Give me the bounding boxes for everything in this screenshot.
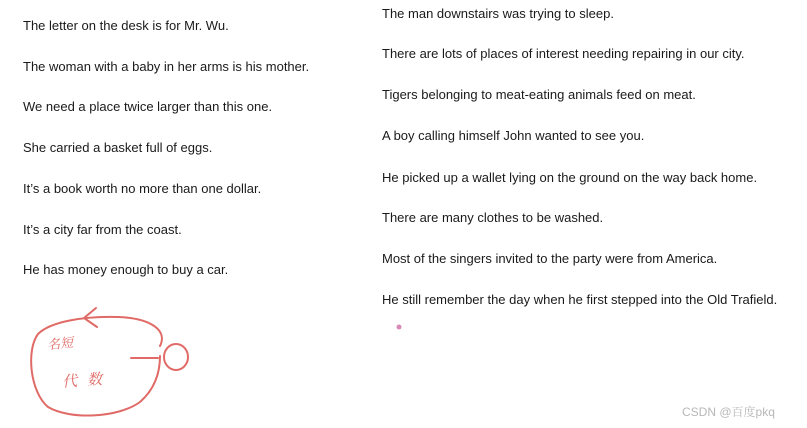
sentence-line: The letter on the desk is for Mr. Wu. <box>23 18 229 33</box>
sentence-line: He still remember the day when he first stepped into the Old Trafield. <box>382 292 778 307</box>
annotation-loop <box>31 317 162 416</box>
sentence-line: Most of the singers invited to the party were from America. <box>382 251 718 266</box>
sentence-line: He has money enough to buy a car. <box>23 262 229 277</box>
sentence-line: There are lots of places of interest needing repairing in our city. <box>382 46 745 61</box>
sentence-line: He picked up a wallet lying on the ground on the way back home. <box>382 170 758 185</box>
annotation-text: 名短 <box>46 335 74 354</box>
annotation-circle <box>164 344 188 370</box>
watermark: CSDN @百度pkq <box>682 405 775 419</box>
sentence-line: It’s a city far from the coast. <box>23 222 182 237</box>
sentence-line: We need a place twice larger than this one. <box>23 99 273 114</box>
sentence-line: The man downstairs was trying to sleep. <box>382 6 614 21</box>
annotation-dot <box>397 325 402 330</box>
sentence-line: She carried a basket full of eggs. <box>23 140 213 155</box>
sentence-line: It’s a book worth no more than one dollar. <box>23 181 262 196</box>
sentence-line: A boy calling himself John wanted to see you. <box>382 128 645 143</box>
sentence-line: Tigers belonging to meat-eating animals feed on meat. <box>382 87 696 102</box>
sentence-line: There are many clothes to be washed. <box>382 210 604 225</box>
sentence-line: The woman with a baby in her arms is his mother. <box>23 59 310 74</box>
annotation-text: 代数 <box>61 369 113 391</box>
